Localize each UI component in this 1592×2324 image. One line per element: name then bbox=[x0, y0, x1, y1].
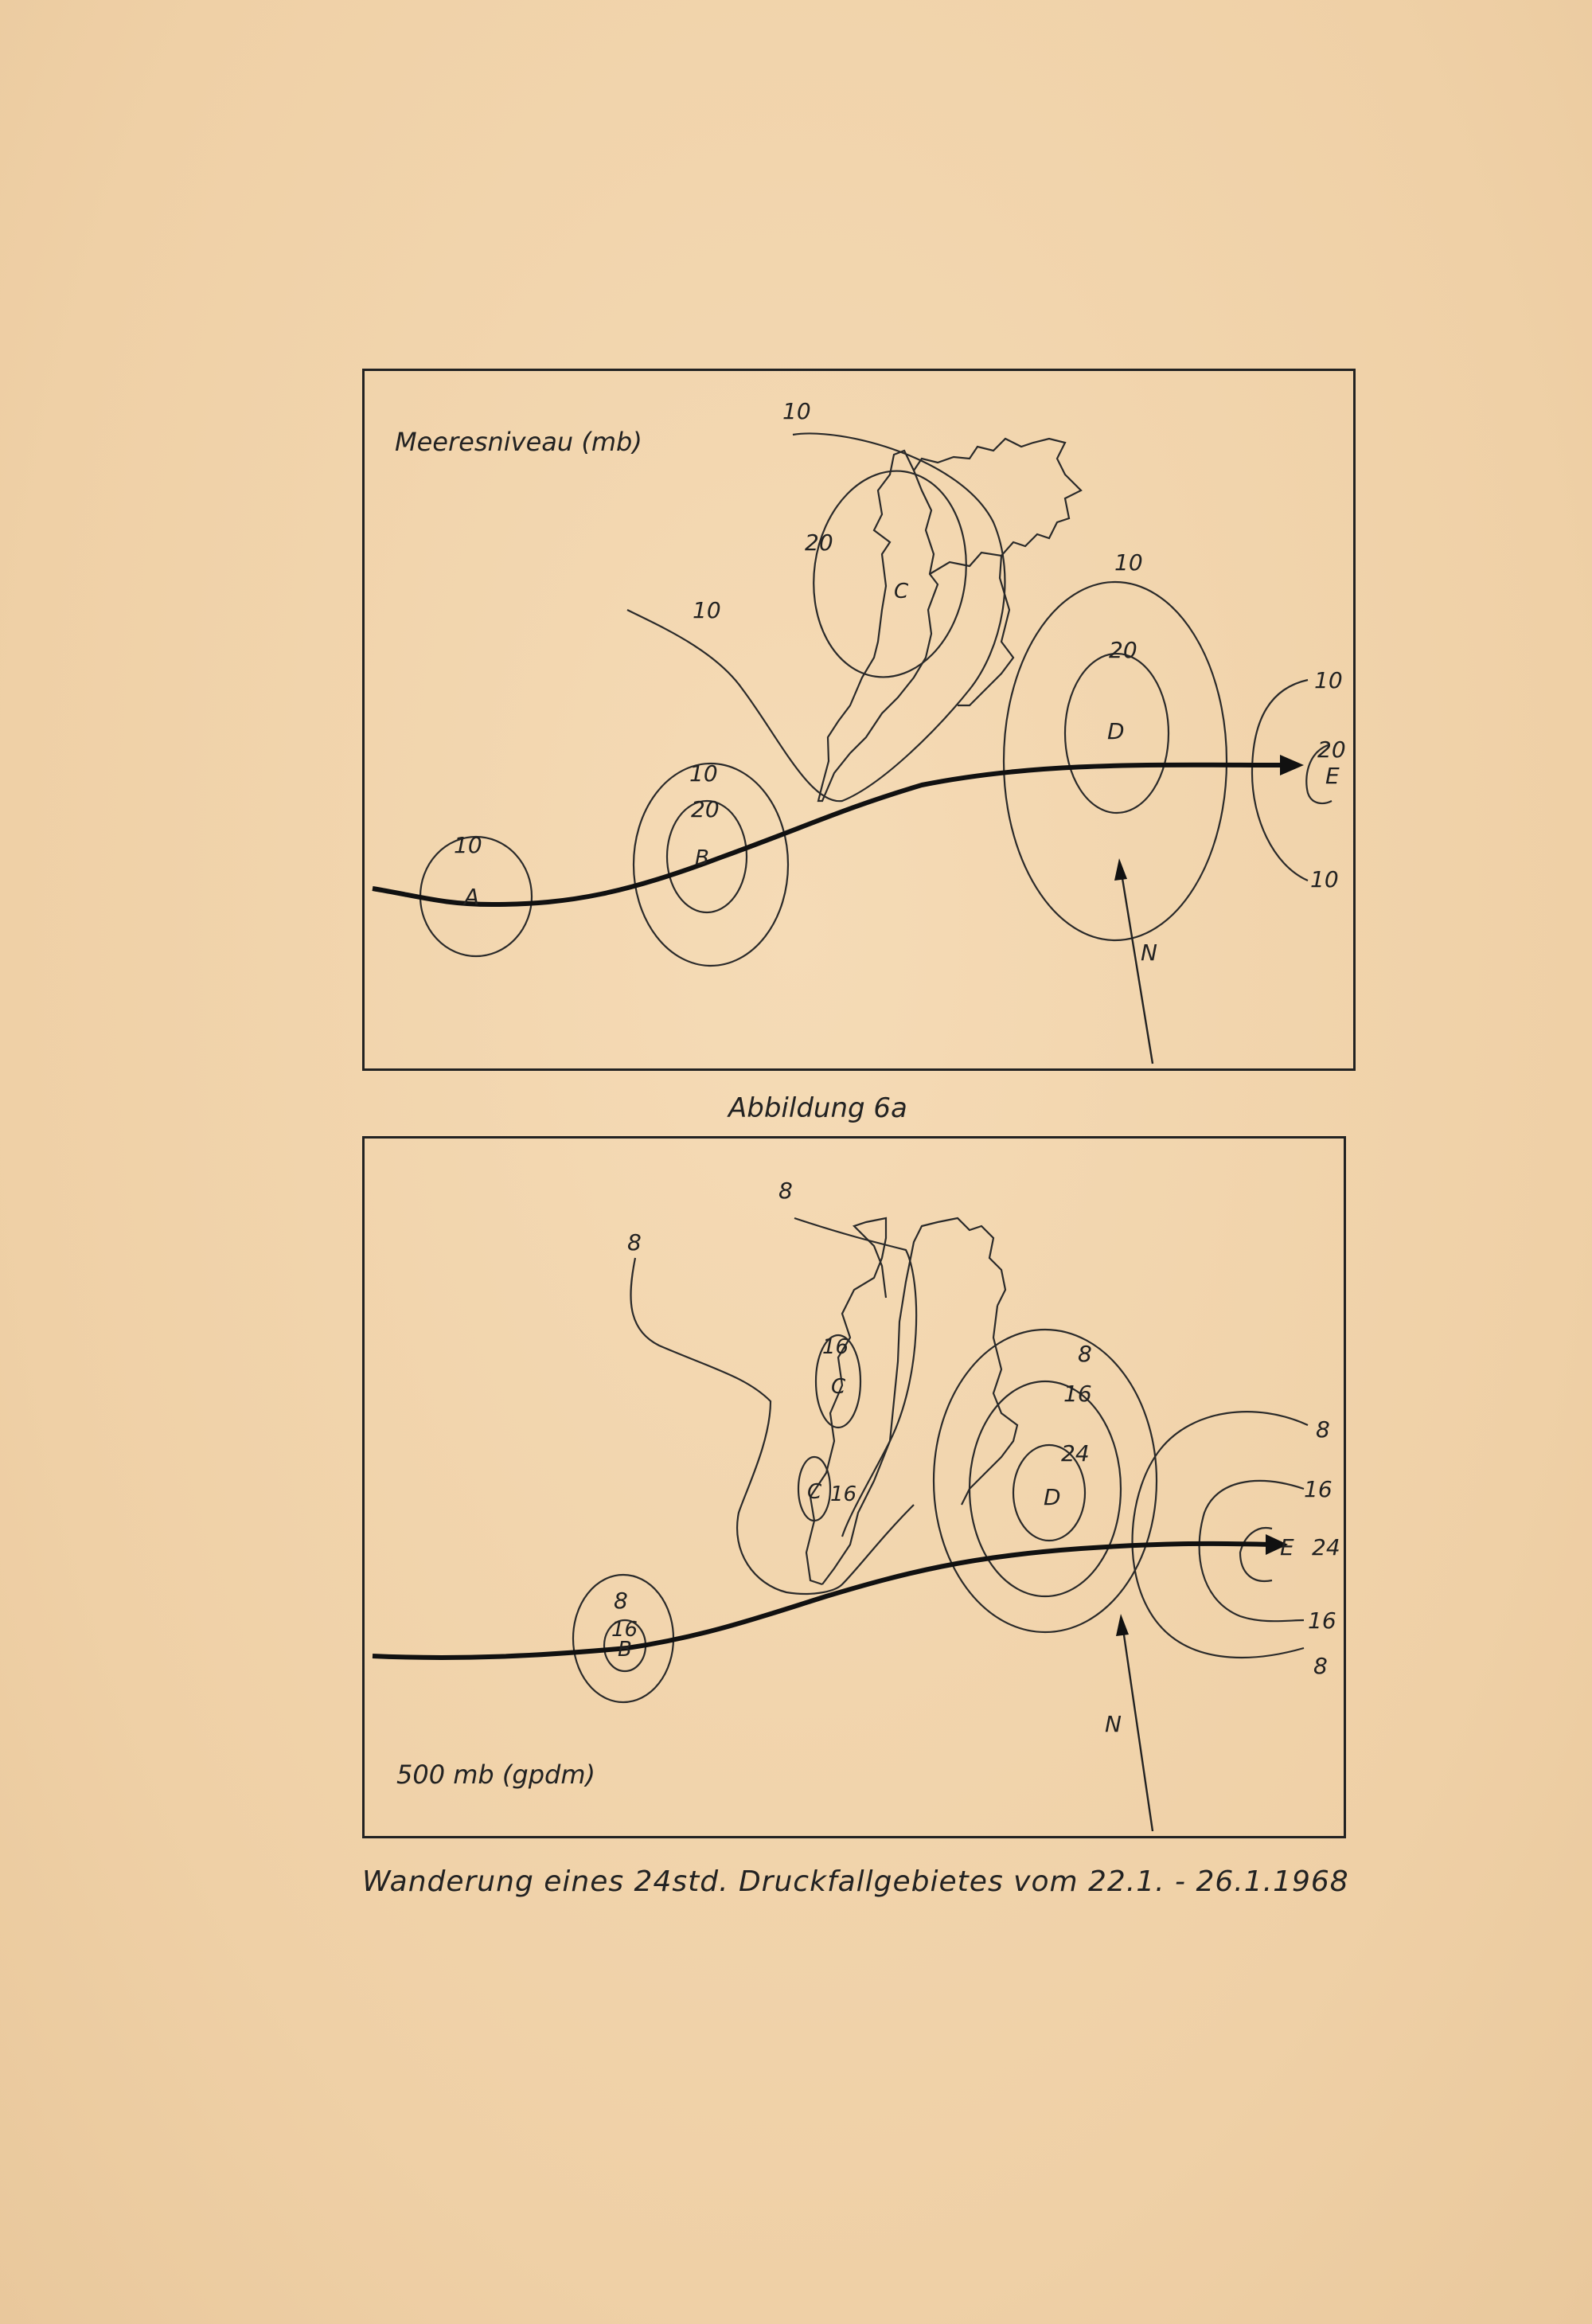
isoline-label: 8 bbox=[1078, 1341, 1092, 1367]
center-label-e: E bbox=[1325, 763, 1340, 789]
map-panel-sea-level bbox=[362, 369, 1356, 1071]
isoline-label: 16 bbox=[1063, 1381, 1092, 1407]
isoline-label: 10 bbox=[454, 832, 482, 858]
isoline-label: 8 bbox=[627, 1229, 642, 1256]
isoline-label: 20 bbox=[1109, 637, 1137, 663]
storm-track bbox=[373, 765, 1288, 904]
isoline-e-10 bbox=[1252, 680, 1308, 881]
isoline-label: 16 bbox=[611, 1618, 638, 1642]
north-arrow-head bbox=[1114, 858, 1127, 881]
isoline-label: 16 bbox=[830, 1482, 857, 1506]
north-arrow-head bbox=[1116, 1614, 1129, 1636]
isoline-c-10 bbox=[627, 433, 1005, 801]
center-label-c: C bbox=[894, 580, 909, 603]
isoline-label: 10 bbox=[693, 597, 721, 623]
panel-title-sea-level: Meeresniveau (mb) bbox=[395, 427, 642, 457]
center-label-d: D bbox=[1044, 1484, 1061, 1510]
center-label-b: B bbox=[618, 1638, 632, 1662]
isoline-label: 20 bbox=[1317, 736, 1346, 763]
isoline-label: 20 bbox=[805, 529, 833, 556]
isoline-label: 20 bbox=[691, 796, 720, 822]
figure-caption: Abbildung 6a bbox=[728, 1092, 907, 1124]
isoline-label: 16 bbox=[822, 1335, 849, 1359]
center-label-a: A bbox=[464, 884, 480, 910]
coastline-east bbox=[914, 439, 1081, 574]
isoline-label: 8 bbox=[1313, 1653, 1328, 1679]
north-label: N bbox=[1141, 939, 1157, 966]
north-arrow-line bbox=[1121, 869, 1153, 1064]
center-label-b: B bbox=[695, 846, 709, 870]
isoline-c-20 bbox=[801, 461, 979, 687]
isoline-label: 10 bbox=[1310, 866, 1339, 892]
coastline bbox=[822, 1218, 1005, 1584]
track-arrowhead bbox=[1280, 755, 1304, 775]
isoline-label: 8 bbox=[614, 1588, 628, 1614]
isoline-b-10 bbox=[634, 764, 788, 966]
map-500mb-svg bbox=[365, 1139, 1348, 1841]
isoline-label: 24 bbox=[1312, 1534, 1340, 1560]
center-label-c-upper: C bbox=[831, 1375, 846, 1399]
center-label-c-lower: C bbox=[807, 1480, 822, 1504]
north-label: N bbox=[1105, 1711, 1122, 1737]
isoline-label: 16 bbox=[1304, 1476, 1333, 1502]
isoline-d-8 bbox=[934, 1330, 1157, 1632]
isoline-label: 8 bbox=[1316, 1416, 1330, 1443]
center-label-e: E bbox=[1280, 1534, 1294, 1560]
panel-title-500mb: 500 mb (gpdm) bbox=[396, 1760, 595, 1790]
isoline-d-10 bbox=[1004, 582, 1227, 940]
isoline-label: 24 bbox=[1061, 1440, 1090, 1467]
coastline bbox=[818, 451, 938, 801]
storm-track bbox=[373, 1544, 1272, 1658]
map-sea-level-svg bbox=[365, 371, 1358, 1073]
center-label-d: D bbox=[1107, 718, 1125, 744]
isoline-label: 10 bbox=[1314, 667, 1343, 693]
isoline-label: 16 bbox=[1308, 1607, 1336, 1634]
isoline-label: 8 bbox=[778, 1178, 793, 1204]
isoline-8-trough bbox=[630, 1258, 914, 1594]
isoline-label: 10 bbox=[782, 398, 811, 424]
main-caption: Wanderung eines 24std. Druckfallgebietes vom 22.1. - 26.1.1968 bbox=[362, 1865, 1349, 1898]
north-arrow-line bbox=[1122, 1624, 1153, 1831]
isoline-label: 10 bbox=[1114, 549, 1143, 576]
map-panel-500mb bbox=[362, 1136, 1346, 1838]
isoline-label: 10 bbox=[689, 760, 718, 787]
